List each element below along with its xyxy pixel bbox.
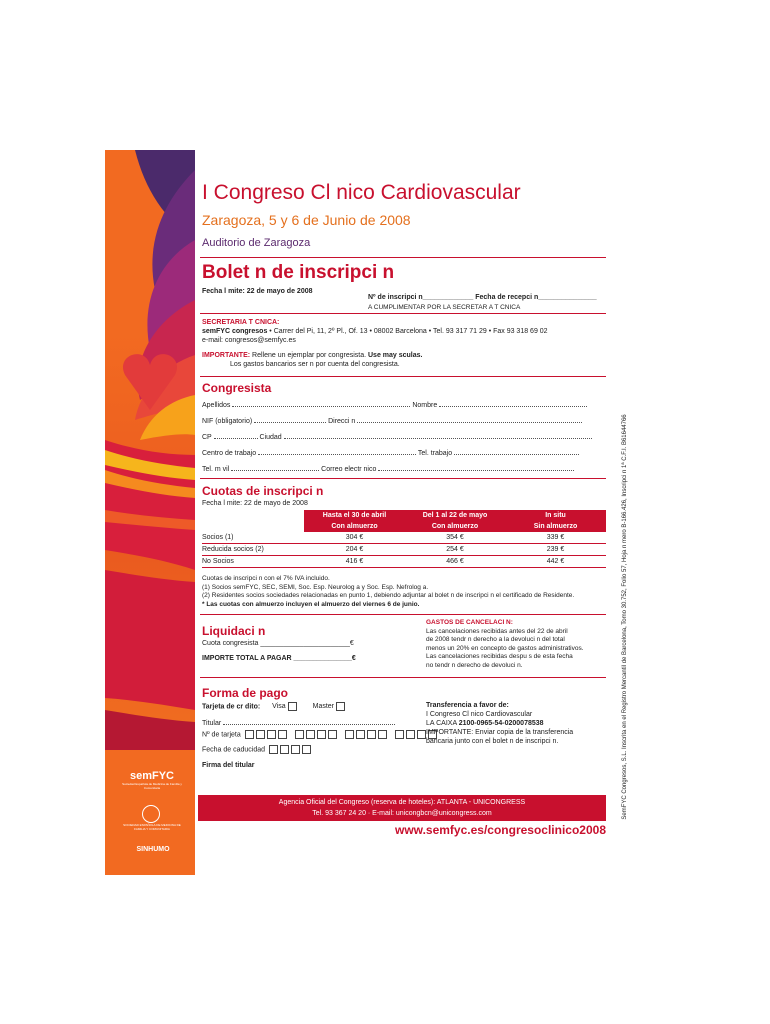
fee-row-label: Reducida socios (2) — [202, 546, 264, 553]
fees-note: (1) Socios semFYC, SEC, SEMI, Soc. Esp. Neurolog a y Soc. Esp. Nefrolog a. — [202, 583, 429, 591]
visa-label: Visa — [272, 703, 286, 711]
transfer-block — [426, 701, 608, 746]
tel-movil-label: Tel. m vil — [202, 466, 230, 473]
header-divider — [200, 257, 606, 258]
apellidos-input[interactable] — [232, 398, 410, 407]
nombre-input[interactable] — [439, 398, 587, 407]
titular-label: Titular — [202, 720, 222, 727]
transfer-note: IMPORTANTE: Enviar copia de la transferencia — [426, 729, 574, 736]
important-uppercase: Use may sculas. — [368, 352, 423, 359]
agency-band — [198, 795, 606, 821]
caducidad-row — [202, 745, 311, 754]
congresista-title: Congresista — [202, 381, 272, 395]
side-legal-text: SemFYC Congresos, S.L. Inscrita en el Registro Mercantil de Barcelona, Tomo 30.752, Folio 57, Hoja n mero B-166.426, Inscripci n 1ª C.F.I. B61644766 — [622, 414, 628, 820]
inscription-number-field[interactable]: Nº de inscripci n_____________ Fecha de recepci n_______________ — [368, 294, 597, 301]
caducidad-label: Fecha de caducidad — [202, 746, 266, 754]
cuota-congresista-field[interactable]: Cuota congresista _______________________€ — [202, 640, 354, 647]
secretaria-org: semFYC congresos — [202, 328, 268, 335]
transfer-bank: LA CAIXA — [426, 720, 459, 727]
table-row — [202, 532, 606, 544]
fees-header-1: Hasta el 30 de abril — [304, 510, 405, 521]
congresista-divider — [200, 478, 606, 479]
fee-value: 204 € — [345, 546, 364, 553]
cancelacion-title: GASTOS DE CANCELACI N: — [426, 619, 513, 626]
titular-row — [202, 716, 395, 728]
apellidos-row — [202, 398, 607, 410]
tel-movil-input[interactable] — [231, 462, 319, 471]
fee-row-label: No Socios — [202, 558, 234, 565]
visa-checkbox[interactable] — [288, 702, 297, 711]
congress-dates: Zaragoza, 5 y 6 de Junio de 2008 — [202, 212, 411, 228]
tarjeta-row — [202, 702, 345, 711]
fees-subheader-row — [202, 521, 606, 532]
cp-input[interactable] — [214, 430, 258, 439]
expiry-input[interactable] — [267, 746, 311, 753]
sinhumo-logo-subtitle: SOCIEDAD ESPAÑOLA DE MEDICINA DE FAMILIA Y COMUNITARIA — [123, 823, 181, 831]
cancelacion-line: menos un 20% en concepto de gastos administrativos. — [426, 644, 584, 652]
cancelacion-line: Las cancelaciones recibidas despu s de esta fecha — [426, 653, 573, 660]
fees-note-bold: * Las cuotas con almuerzo incluyen el almuerzo del viernes 6 de junio. — [202, 600, 420, 608]
direccion-label: Direcci n — [328, 418, 356, 425]
cancelacion-line: Las cancelaciones recibidas antes del 22 de abril — [426, 627, 568, 635]
master-checkbox[interactable] — [336, 702, 345, 711]
num-tarjeta-row — [202, 730, 437, 739]
semfyc-logo — [122, 770, 182, 790]
tel-trabajo-label: Tel. trabajo — [417, 450, 453, 457]
fees-subheader-2: Con almuerzo — [405, 521, 505, 532]
nif-input[interactable] — [254, 414, 326, 423]
centro-input[interactable] — [258, 446, 416, 455]
pago-title: Forma de pago — [202, 686, 289, 700]
semfyc-logo-text: semFYC — [129, 770, 175, 782]
fees-notes — [202, 575, 606, 609]
transfer-title: Transferencia a favor de: — [426, 702, 509, 709]
fee-value: 339 € — [546, 534, 565, 541]
cuotas-divider — [200, 614, 606, 615]
important-text: Rellene un ejemplar por congresista. — [250, 352, 368, 359]
agency-line-1: Agencia Oficial del Congreso (reserva de hoteles): ATLANTA - UNICONGRESS — [278, 799, 526, 806]
form-divider — [200, 313, 606, 314]
fee-value: 304 € — [345, 534, 364, 541]
cuotas-title: Cuotas de inscripci n — [202, 484, 324, 498]
cp-label: CP — [202, 434, 212, 441]
semfyc-logo-subtitle: Sociedad Española de Medicina de Familia y Comunitaria — [122, 782, 182, 790]
important-line — [202, 351, 422, 360]
tel-trabajo-input[interactable] — [454, 446, 579, 455]
transfer-name: I Congreso Cl nico Cardiovascular — [426, 711, 533, 718]
importe-total-field[interactable]: IMPORTE TOTAL A PAGAR _______________€ — [202, 655, 356, 662]
fees-subheader-3: Sin almuerzo — [505, 521, 606, 532]
liquidacion-divider — [200, 677, 606, 678]
centro-label: Centro de trabajo — [202, 450, 257, 457]
fill-note: A CUMPLIMENTAR POR LA SECRETAR A T CNICA — [368, 304, 521, 311]
secretaria-email: e-mail: congresos@semfyc.es — [202, 337, 296, 344]
transfer-account: 2100-0965-54-0200078538 — [458, 720, 544, 727]
secretaria-address-line — [202, 327, 548, 336]
decorative-side-graphic — [105, 150, 195, 875]
master-label: Master — [312, 703, 335, 711]
form-deadline: Fecha l mite: 22 de mayo de 2008 — [202, 288, 313, 295]
congress-venue: Auditorio de Zaragoza — [202, 237, 311, 249]
fees-header-row — [202, 510, 606, 521]
important-bank-fees: Los gastos bancarios ser n por cuenta del congresista. — [230, 361, 400, 368]
cancelacion-line: no tendr n derecho de devoluci n. — [426, 661, 523, 669]
nif-row — [202, 414, 607, 426]
fees-note: Cuotas de inscripci n con el 7% IVA incluido. — [202, 575, 330, 582]
transfer-note: bancaria junto con el bolet n de inscripci n. — [426, 738, 559, 745]
form-title: Bolet n de inscripci n — [202, 262, 395, 283]
ciudad-label: Ciudad — [259, 434, 282, 441]
nombre-label: Nombre — [412, 402, 438, 409]
fee-row-label: Socios (1) — [202, 534, 234, 541]
website-link[interactable]: www.semfyc.es/congresoclinico2008 — [395, 823, 606, 837]
cp-row — [202, 430, 607, 442]
fee-value: 354 € — [446, 534, 464, 541]
movil-row — [202, 462, 607, 474]
fees-header-2: Del 1 al 22 de mayo — [405, 510, 505, 521]
cuotas-deadline: Fecha l mite: 22 de mayo de 2008 — [202, 500, 308, 507]
apellidos-label: Apellidos — [202, 402, 231, 409]
table-row — [202, 544, 606, 556]
table-row — [202, 556, 606, 568]
seal-icon — [142, 805, 160, 823]
direccion-input[interactable] — [357, 414, 582, 423]
secretaria-divider — [200, 376, 606, 377]
cancelacion-block — [426, 619, 608, 670]
sinhumo-logo: SINHUMO — [136, 846, 170, 853]
fee-value: 466 € — [446, 558, 464, 565]
cancelacion-line: de 2008 tendr n derecho a la devoluci n del total — [426, 636, 565, 643]
fee-value: 416 € — [345, 558, 364, 565]
correo-input[interactable] — [378, 462, 574, 471]
secretaria-label: SECRETARIA T CNICA: — [202, 319, 280, 326]
fees-subheader-1: Con almuerzo — [304, 521, 405, 532]
liquidacion-title: Liquidaci n — [202, 624, 266, 638]
fees-note: (2) Residentes socios sociedades relacionadas en punto 1, debiendo adjuntar al bolet n de inscripci n el certificado de Residente. — [202, 592, 575, 599]
congress-title: I Congreso Cl nico Cardiovascular — [202, 181, 521, 204]
agency-line-2: Tel. 93 367 24 20 · E-mail: unicongbcn@unicongress.com — [312, 810, 492, 817]
centro-row — [202, 446, 607, 458]
fee-value: 442 € — [546, 558, 565, 565]
correo-label: Correo electr nico — [321, 466, 377, 473]
fees-table — [202, 510, 606, 568]
card-number-group[interactable] — [343, 731, 387, 738]
fees-header-3: In situ — [505, 510, 606, 521]
transfer-bank-line — [426, 719, 608, 728]
titular-input[interactable] — [223, 716, 395, 725]
important-label: IMPORTANTE: — [202, 352, 251, 359]
tarjeta-label: Tarjeta de cr dito: — [202, 703, 261, 711]
nif-label: NIF (obligatorio) — [202, 418, 253, 425]
card-number-group[interactable] — [293, 731, 337, 738]
fee-value: 239 € — [546, 546, 565, 553]
secretaria-address: • Carrer del Pi, 11, 2º Pl., Of. 13 • 08002 Barcelona • Tel. 93 317 71 29 • Fax 93 318 69 02 — [267, 328, 548, 335]
fee-value: 254 € — [446, 546, 464, 553]
card-number-group[interactable] — [243, 731, 287, 738]
firma-label: Firma del titular — [202, 762, 255, 769]
ciudad-input[interactable] — [284, 430, 592, 439]
num-tarjeta-label: Nº de tarjeta — [202, 731, 241, 739]
